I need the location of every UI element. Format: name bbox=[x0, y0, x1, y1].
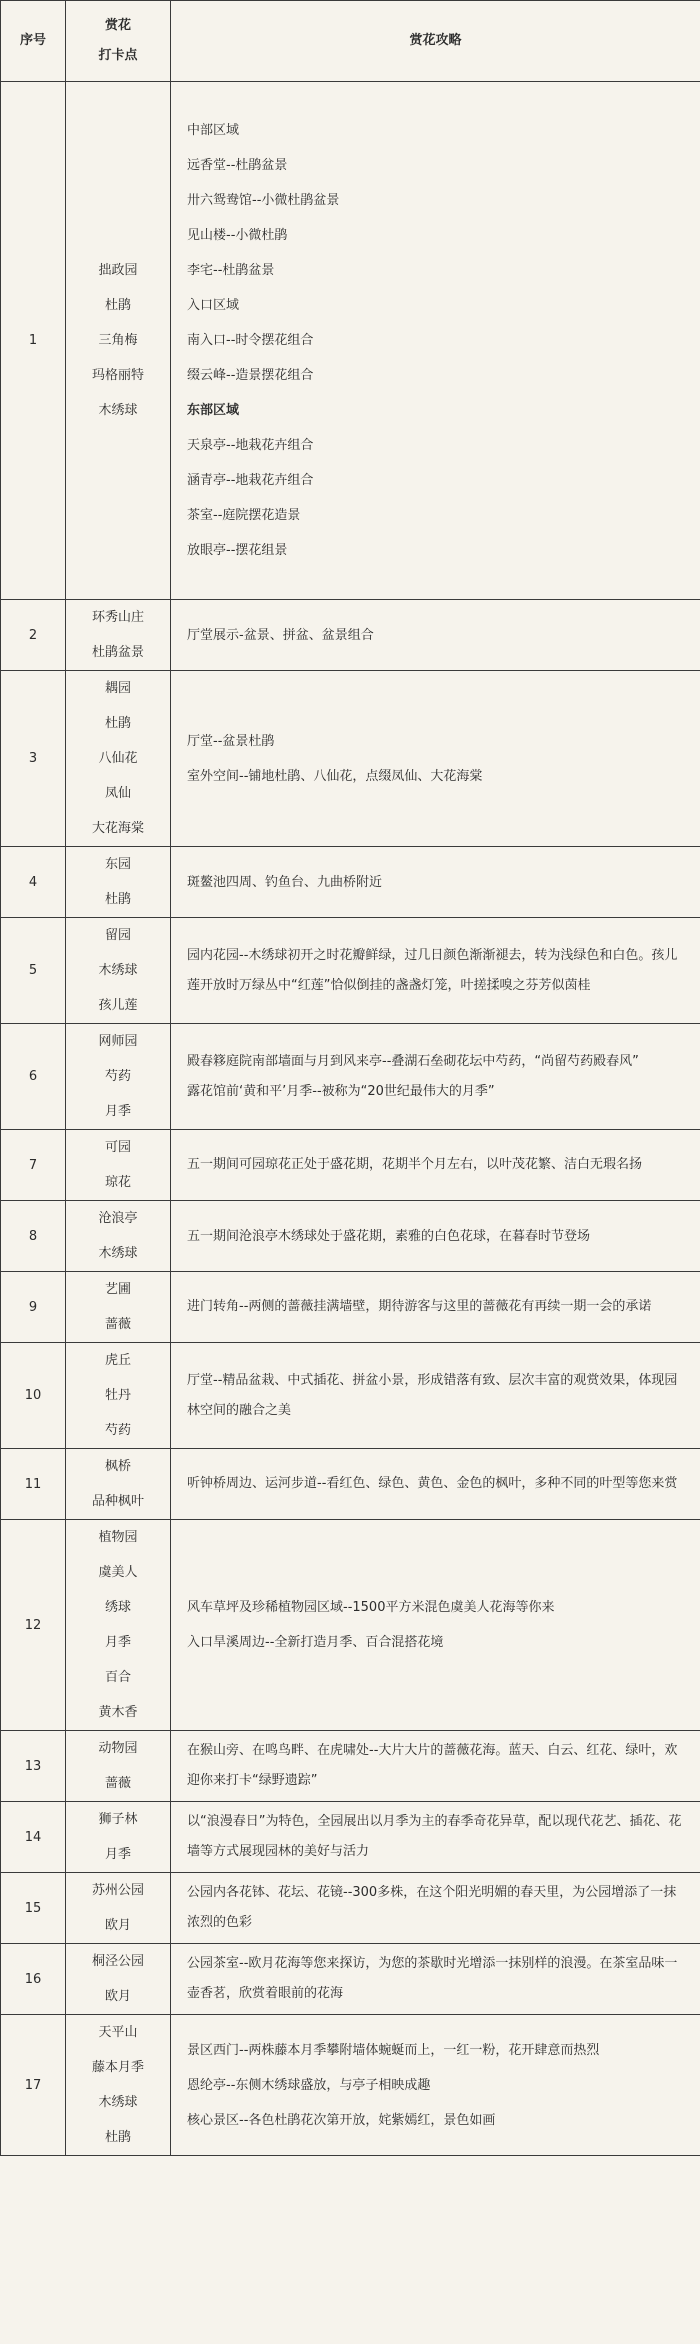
spot-line: 三角梅 bbox=[98, 333, 138, 348]
row-number: 13 bbox=[1, 1731, 66, 1802]
spot-line: 动物园 bbox=[98, 1741, 138, 1756]
spot-line: 杜鹃盆景 bbox=[91, 645, 144, 660]
spot-line: 藤本月季 bbox=[91, 2060, 144, 2075]
spot-line: 八仙花 bbox=[98, 751, 138, 766]
spot-line: 欧月 bbox=[104, 1989, 131, 2004]
table-row bbox=[1, 847, 700, 918]
spot-line: 黄木香 bbox=[98, 1705, 138, 1720]
table-row bbox=[1, 1520, 700, 1731]
spot-line: 木绣球 bbox=[98, 403, 138, 418]
guide-cell bbox=[171, 1802, 700, 1873]
spot-cell bbox=[66, 847, 171, 918]
spot-line: 杜鹃 bbox=[104, 2130, 131, 2145]
guide-line: 李宅--杜鹃盆景 bbox=[187, 263, 275, 278]
table-row bbox=[1, 2015, 700, 2156]
guide-line: 茶室--庭院摆花造景 bbox=[187, 508, 301, 523]
spot-line: 牡丹 bbox=[104, 1388, 131, 1403]
spot-line: 蔷薇 bbox=[104, 1317, 131, 1332]
spot-line: 凤仙 bbox=[104, 786, 131, 801]
row-number: 7 bbox=[1, 1130, 66, 1201]
table-row bbox=[1, 1343, 700, 1449]
spot-cell bbox=[66, 600, 171, 671]
spot-line: 环秀山庄 bbox=[91, 610, 144, 625]
table-row bbox=[1, 1024, 700, 1130]
guide-line: 以“浪漫春日”为特色，全园展出以月季为主的春季奇花异草，配以现代花艺、插花、花墙等方式展现园林的美好与活力 bbox=[187, 1814, 682, 1859]
guide-cell bbox=[171, 1272, 700, 1343]
spot-line: 沧浪亭 bbox=[98, 1211, 138, 1226]
row-number: 3 bbox=[1, 671, 66, 847]
guide-line: 见山楼--小微杜鹃 bbox=[187, 228, 288, 243]
guide-line: 缀云峰--造景摆花组合 bbox=[187, 368, 314, 383]
spot-cell bbox=[66, 1201, 171, 1272]
table-row bbox=[1, 918, 700, 1024]
table-row bbox=[1, 600, 700, 671]
guide-line: 听钟桥周边、运河步道--看红色、绿色、黄色、金色的枫叶，多种不同的叶型等您来赏 bbox=[187, 1476, 678, 1491]
header-spot-line2: 打卡点 bbox=[98, 48, 138, 63]
guide-line: 公园内各花钵、花坛、花镜--300多株，在这个阳光明媚的春天里，为公园增添了一抹浓烈的色彩 bbox=[187, 1885, 677, 1930]
guide-line: 卅六鸳鸯馆--小微杜鹃盆景 bbox=[187, 193, 340, 208]
spot-line: 芍药 bbox=[104, 1423, 131, 1438]
spot-line: 可园 bbox=[104, 1140, 131, 1155]
guide-line: 厅堂--精品盆栽、中式插花、拼盆小景，形成错落有致、层次丰富的观赏效果，体现园林空间的融合之美 bbox=[187, 1372, 678, 1418]
spot-line: 虎丘 bbox=[104, 1353, 131, 1368]
guide-cell bbox=[171, 1201, 700, 1272]
guide-line: 天泉亭--地栽花卉组合 bbox=[187, 438, 314, 453]
spot-cell bbox=[66, 1873, 171, 1944]
guide-line: 厅堂展示-盆景、拼盆、盆景组合 bbox=[187, 627, 374, 643]
spot-line: 狮子林 bbox=[98, 1812, 138, 1827]
spot-line: 蔷薇 bbox=[104, 1776, 131, 1791]
table-row bbox=[1, 1731, 700, 1802]
table-row bbox=[1, 1272, 700, 1343]
spot-line: 木绣球 bbox=[98, 2095, 138, 2110]
spot-cell bbox=[66, 2015, 171, 2156]
header-no: 序号 bbox=[1, 1, 66, 82]
spot-cell bbox=[66, 1449, 171, 1520]
row-number: 11 bbox=[1, 1449, 66, 1520]
row-number: 5 bbox=[1, 918, 66, 1024]
guide-cell bbox=[171, 600, 700, 671]
spot-cell bbox=[66, 671, 171, 847]
table-row bbox=[1, 1944, 700, 2015]
header-spot bbox=[66, 1, 171, 82]
spot-line: 艺圃 bbox=[104, 1282, 131, 1297]
guide-line: 公园茶室--欧月花海等您来探访，为您的茶歇时光增添一抹别样的浪漫。在茶室品味一壶香茗，欣赏着眼前的花海 bbox=[187, 1956, 678, 2001]
spot-cell bbox=[66, 1802, 171, 1873]
spot-line: 留园 bbox=[104, 928, 131, 943]
row-number: 16 bbox=[1, 1944, 66, 2015]
spot-line: 琼花 bbox=[104, 1175, 131, 1190]
guide-line: 远香堂--杜鹃盆景 bbox=[187, 158, 288, 173]
guide-line: 东部区域 bbox=[187, 403, 240, 418]
guide-line: 五一期间沧浪亭木绣球处于盛花期，素雅的白色花球，在暮春时节登场 bbox=[187, 1228, 591, 1244]
spot-line: 百合 bbox=[104, 1670, 131, 1685]
spot-cell bbox=[66, 1343, 171, 1449]
spot-line: 杜鹃 bbox=[104, 892, 131, 907]
row-number: 6 bbox=[1, 1024, 66, 1130]
spot-line: 杜鹃 bbox=[104, 298, 131, 313]
row-number: 10 bbox=[1, 1343, 66, 1449]
spot-line: 月季 bbox=[104, 1104, 131, 1119]
spot-line: 大花海棠 bbox=[91, 821, 144, 836]
spot-line: 欧月 bbox=[104, 1918, 131, 1933]
guide-line: 五一期间可园琼花正处于盛花期，花期半个月左右，以叶茂花繁、洁白无瑕名扬 bbox=[187, 1157, 643, 1172]
table-row bbox=[1, 1802, 700, 1873]
guide-line: 风车草坪及珍稀植物园区域--1500平方米混色虞美人花海等你来 bbox=[187, 1600, 555, 1615]
guide-line: 入口区域 bbox=[187, 298, 240, 313]
table-row bbox=[1, 1130, 700, 1201]
spot-line: 枫桥 bbox=[104, 1459, 131, 1474]
guide-cell bbox=[171, 2015, 700, 2156]
guide-line: 景区西门--两株藤本月季攀附墙体蜿蜒而上，一红一粉，花开肆意而热烈 bbox=[187, 2042, 600, 2058]
guide-cell bbox=[171, 671, 700, 847]
guide-line: 室外空间--铺地杜鹃、八仙花，点缀凤仙、大花海棠 bbox=[187, 768, 483, 784]
spot-cell bbox=[66, 1130, 171, 1201]
spot-line: 东园 bbox=[104, 857, 131, 872]
spot-line: 月季 bbox=[104, 1635, 131, 1650]
header-guide: 赏花攻略 bbox=[171, 1, 700, 82]
table-row bbox=[1, 1873, 700, 1944]
spot-line: 绣球 bbox=[104, 1600, 131, 1615]
table-row bbox=[1, 1201, 700, 1272]
guide-line: 入口旱溪周边--全新打造月季、百合混搭花境 bbox=[187, 1635, 444, 1650]
spot-line: 网师园 bbox=[98, 1034, 138, 1049]
spot-cell bbox=[66, 82, 171, 600]
spot-line: 芍药 bbox=[104, 1069, 131, 1084]
spot-line: 天平山 bbox=[98, 2025, 138, 2040]
guide-line: 核心景区--各色杜鹃花次第开放，姹紫嫣红，景色如画 bbox=[187, 2112, 496, 2128]
guide-cell bbox=[171, 1731, 700, 1802]
guide-line: 殿春簃庭院南部墙面与月到风来亭--叠湖石垒砌花坛中芍药，“尚留芍药殿春风” bbox=[187, 1053, 639, 1069]
guide-cell bbox=[171, 1343, 700, 1449]
guide-cell bbox=[171, 1944, 700, 2015]
row-number: 9 bbox=[1, 1272, 66, 1343]
row-number: 15 bbox=[1, 1873, 66, 1944]
row-number: 4 bbox=[1, 847, 66, 918]
guide-cell bbox=[171, 82, 700, 600]
spot-line: 桐泾公园 bbox=[91, 1954, 144, 1969]
guide-line: 进门转角--两侧的蔷薇挂满墙壁，期待游客与这里的蔷薇花有再续一期一会的承诺 bbox=[187, 1299, 652, 1314]
guide-line: 涵青亭--地栽花卉组合 bbox=[187, 473, 314, 488]
spot-line: 玛格丽特 bbox=[91, 368, 144, 383]
spot-line: 木绣球 bbox=[98, 963, 138, 978]
guide-line: 放眼亭--摆花组景 bbox=[187, 543, 288, 558]
spot-line: 品种枫叶 bbox=[91, 1494, 144, 1509]
guide-line: 恩纶亭--东侧木绣球盛放，与亭子相映成趣 bbox=[187, 2077, 431, 2093]
guide-cell bbox=[171, 1520, 700, 1731]
guide-line: 露花馆前‘黄和平’月季--被称为“20世纪最伟大的月季” bbox=[187, 1083, 495, 1099]
guide-cell bbox=[171, 1130, 700, 1201]
spot-cell bbox=[66, 1272, 171, 1343]
spot-line: 月季 bbox=[104, 1847, 131, 1862]
row-number: 12 bbox=[1, 1520, 66, 1731]
table-row bbox=[1, 671, 700, 847]
spot-cell bbox=[66, 1731, 171, 1802]
spot-cell bbox=[66, 1024, 171, 1130]
spot-cell bbox=[66, 918, 171, 1024]
guide-cell bbox=[171, 918, 700, 1024]
guide-cell bbox=[171, 1024, 700, 1130]
spot-line: 耦园 bbox=[104, 681, 131, 696]
spot-line: 拙政园 bbox=[98, 263, 138, 278]
guide-line: 南入口--时令摆花组合 bbox=[187, 333, 314, 348]
spot-line: 木绣球 bbox=[98, 1246, 138, 1261]
spot-cell bbox=[66, 1520, 171, 1731]
spot-line: 杜鹃 bbox=[104, 716, 131, 731]
table-row bbox=[1, 1449, 700, 1520]
header-row bbox=[1, 1, 700, 82]
spot-line: 孩儿莲 bbox=[98, 998, 138, 1013]
row-number: 1 bbox=[1, 82, 66, 600]
spot-line: 苏州公园 bbox=[91, 1883, 144, 1898]
spot-line: 虞美人 bbox=[98, 1565, 138, 1580]
guide-line: 斑鳌池四周、钓鱼台、九曲桥附近 bbox=[187, 874, 383, 890]
guide-line: 在猴山旁、在鸣鸟畔、在虎啸处--大片大片的蔷薇花海。蓝天、白云、红花、绿叶，欢迎你来打卡“绿野遗踪” bbox=[187, 1743, 678, 1788]
row-number: 2 bbox=[1, 600, 66, 671]
guide-cell bbox=[171, 1873, 700, 1944]
header-spot-line1: 赏花 bbox=[104, 18, 131, 33]
spot-line: 植物园 bbox=[98, 1530, 138, 1545]
guide-line: 园内花园--木绣球初开之时花瓣鲜绿，过几日颜色渐渐褪去，转为浅绿色和白色。孩儿莲开放时万绿丛中“红莲”恰似倒挂的盏盏灯笼，叶搓揉嗅之芬芳似茵桂 bbox=[187, 947, 678, 993]
row-number: 17 bbox=[1, 2015, 66, 2156]
guide-cell bbox=[171, 847, 700, 918]
guide-cell bbox=[171, 1449, 700, 1520]
guide-line: 中部区域 bbox=[187, 123, 240, 138]
guide-line: 厅堂--盆景杜鹃 bbox=[187, 733, 275, 749]
table-row bbox=[1, 82, 700, 600]
spot-cell bbox=[66, 1944, 171, 2015]
row-number: 8 bbox=[1, 1201, 66, 1272]
row-number: 14 bbox=[1, 1802, 66, 1873]
